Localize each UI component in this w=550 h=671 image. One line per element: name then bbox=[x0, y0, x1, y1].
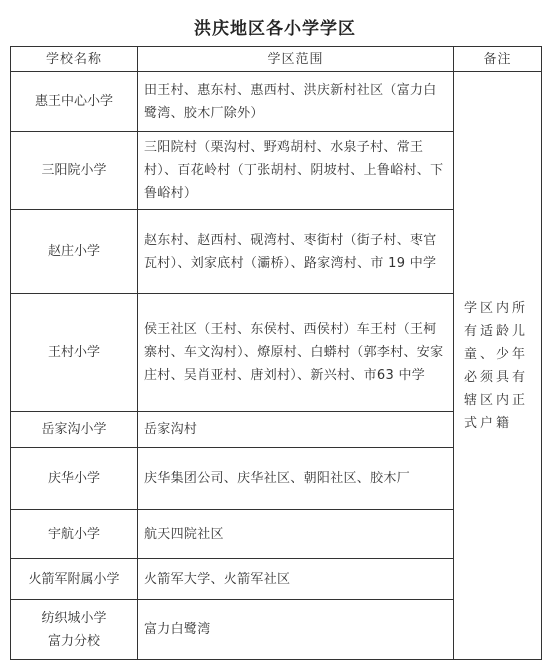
district-scope: 侯王社区（王村、东侯村、西侯村）车王村（王柯寨村、车文沟村）、燎原村、白蟒村（郭李村、安家庄村、吴肖亚村、唐刘村）、新兴村、市63 中学 bbox=[138, 294, 454, 412]
district-scope: 航天四院社区 bbox=[138, 510, 454, 559]
school-name: 纺织城小学 富力分校 bbox=[11, 600, 138, 660]
school-name: 王村小学 bbox=[11, 294, 138, 412]
school-name: 火箭军附属小学 bbox=[11, 559, 138, 600]
header-note: 备注 bbox=[454, 47, 542, 72]
table-header-row bbox=[11, 47, 542, 72]
school-name: 岳家沟小学 bbox=[11, 412, 138, 448]
district-scope: 田王村、惠东村、惠西村、洪庆新村社区（富力白鹭湾、胶木厂除外） bbox=[138, 72, 454, 132]
district-scope: 庆华集团公司、庆华社区、朝阳社区、胶木厂 bbox=[138, 448, 454, 510]
district-scope: 富力白鹭湾 bbox=[138, 600, 454, 660]
district-scope: 火箭军大学、火箭军社区 bbox=[138, 559, 454, 600]
district-scope: 三阳院村（栗沟村、野鸡胡村、水泉子村、常王村）、百花岭村（丁张胡村、阴坡村、上鲁峪村、下鲁峪村） bbox=[138, 132, 454, 210]
school-name: 赵庄小学 bbox=[11, 210, 138, 294]
school-name: 惠王中心小学 bbox=[11, 72, 138, 132]
school-district-table bbox=[10, 46, 542, 660]
school-name: 庆华小学 bbox=[11, 448, 138, 510]
note-cell: 学区内所有适龄儿童、少年必须具有辖区内正式户籍 bbox=[454, 72, 542, 660]
school-name: 三阳院小学 bbox=[11, 132, 138, 210]
header-district-scope: 学区范围 bbox=[138, 47, 454, 72]
district-scope: 赵东村、赵西村、砚湾村、枣街村（街子村、枣官瓦村）、刘家底村（灞桥）、路家湾村、市 19 中学 bbox=[138, 210, 454, 294]
document-title: 洪庆地区各小学学区 bbox=[194, 19, 356, 39]
table-row bbox=[11, 72, 542, 132]
district-scope: 岳家沟村 bbox=[138, 412, 454, 448]
school-name: 宇航小学 bbox=[11, 510, 138, 559]
header-school-name: 学校名称 bbox=[11, 47, 138, 72]
